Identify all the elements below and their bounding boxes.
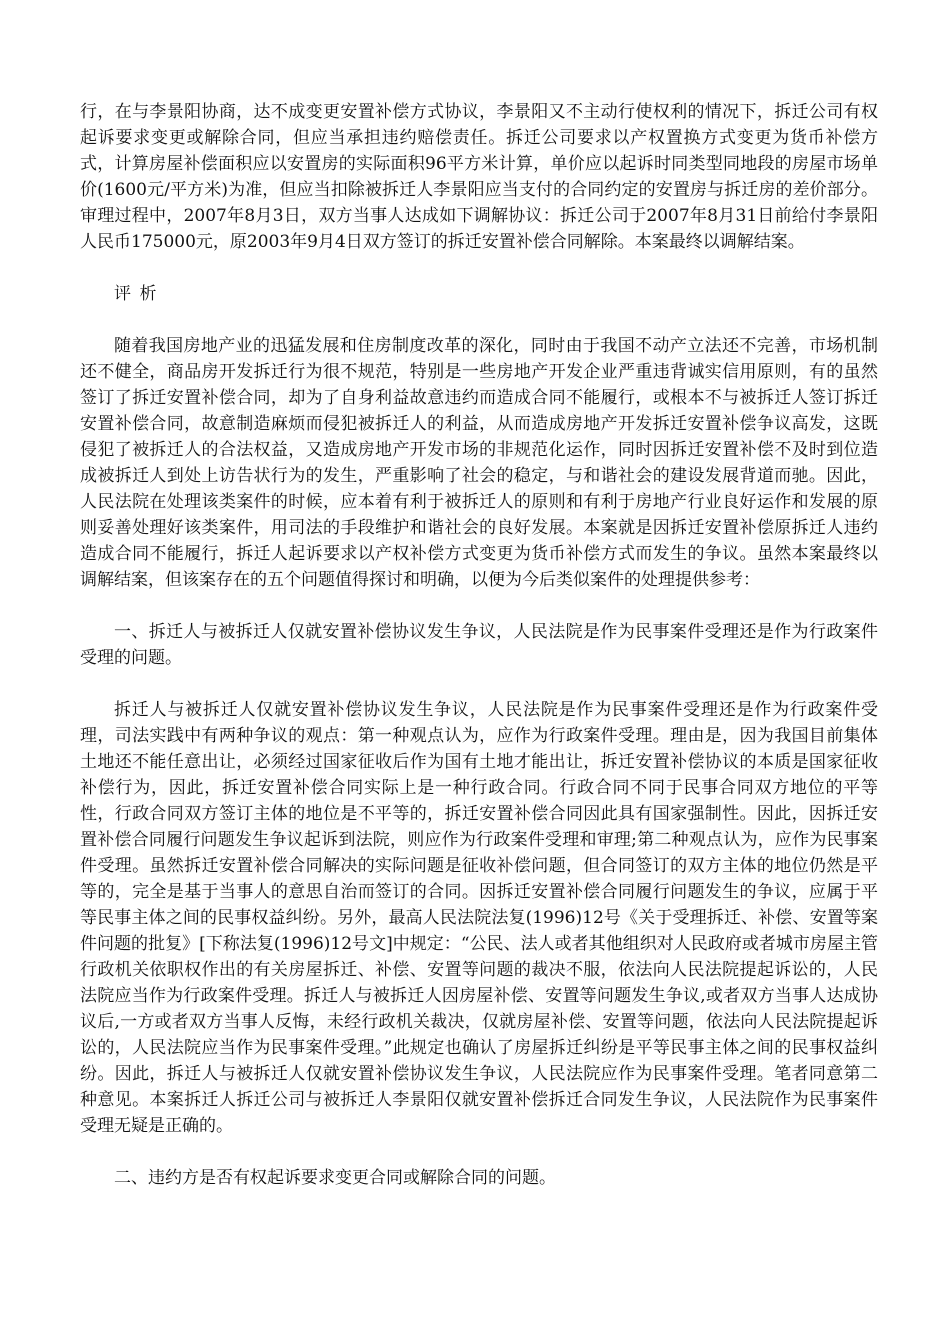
issue-one-heading: 一、拆迁人与被拆迁人仅就安置补偿协议发生争议，人民法院是作为民事案件受理还是作为行政案件受理的问题。	[80, 622, 878, 668]
analysis-heading: 评析	[114, 284, 165, 304]
document-page	[80, 99, 878, 1217]
issue-one-paragraph: 拆迁人与被拆迁人仅就安置补偿协议发生争议，人民法院是作为民事案件受理还是作为行政案件受理，司法实践中有两种争议的观点：第一种观点认为，应作为行政案件受理。理由是，因为我国目前集体土地还不能任意出让，必须经过国家征收后作为国有土地才能出让，拆迁安置补偿协议的本质是国家征收补偿行为，因此，拆迁安置补偿合同实际上是一种行政合同。行政合同不同于民事合同双方地位的平等性，行政合同双方签订主体的地位是不平等的，拆迁安置补偿合同因此具有国家强制性。因此，因拆迁安置补偿合同履行问题发生争议起诉到法院，则应作为行政案件受理和审理;第二种观点认为，应作为民事案件受理。虽然拆迁安置补偿合同解决的实际问题是征收补偿问题，但合同签订的双方主体的地位仍然是平等的，完全是基于当事人的意思自治而签订的合同。因拆迁安置补偿合同履行问题发生的争议，应属于平等民事主体之间的民事权益纠纷。另外，最高人民法院法复(1996)12号《关于受理拆迁、补偿、安置等案件问题的批复》[下称法复(1996)12号文]中规定：“公民、法人或者其他组织对人民政府或者城市房屋主管行政机关依职权作出的有关房屋拆迁、补偿、安置等问题的裁决不服，依法向人民法院提起诉讼的，人民法院应当作为行政案件受理。拆迁人与被拆迁人因房屋补偿、安置等问题发生争议,或者双方当事人达成协议后,一方或者双方当事人反悔，未经行政机关裁决，仅就房屋补偿、安置等问题，依法向人民法院提起诉讼的，人民法院应当作为民事案件受理。”此规定也确认了房屋拆迁纠纷是平等民事主体之间的民事权益纠纷。因此，拆迁人与被拆迁人仅就安置补偿协议发生争议，人民法院应作为民事案件受理。笔者同意第二种意见。本案拆迁人拆迁公司与被拆迁人李景阳仅就安置补偿拆迁合同发生争议，人民法院作为民事案件受理无疑是正确的。	[80, 700, 878, 1136]
analysis-paragraph: 随着我国房地产业的迅猛发展和住房制度改革的深化，同时由于我国不动产立法还不完善，市场机制还不健全，商品房开发拆迁行为很不规范，特别是一些房地产开发企业严重违背诚实信用原则，有的虽然签订了拆迁安置补偿合同，却为了自身利益故意违约而造成合同不能履行，或根本不与被拆迁人签订拆迁安置补偿合同，故意制造麻烦而侵犯被拆迁人的利益，从而造成房地产开发拆迁安置补偿争议高发，这既侵犯了被拆迁人的合法权益，又造成房地产开发市场的非规范化运作，同时因拆迁安置补偿不及时到位造成被拆迁人到处上访告状行为的发生，严重影响了社会的稳定，与和谐社会的建设发展背道而驰。因此，人民法院在处理该类案件的时候，应本着有利于被拆迁人的原则和有利于房地产行业良好运作和发展的原则妥善处理好该类案件，用司法的手段维护和谐社会的良好发展。本案就是因拆迁安置补偿原拆迁人违约造成合同不能履行，拆迁人起诉要求以产权补偿方式变更为货币补偿方式而发生的争议。虽然本案最终以调解结案，但该案存在的五个问题值得探讨和明确，以便为今后类似案件的处理提供参考：	[80, 336, 878, 590]
opening-paragraph: 行，在与李景阳协商，达不成变更安置补偿方式协议，李景阳又不主动行使权利的情况下，拆迁公司有权起诉要求变更或解除合同，但应当承担违约赔偿责任。拆迁公司要求以产权置换方式变更为货币补偿方式，计算房屋补偿面积应以安置房的实际面积96平方米计算，单价应以起诉时同类型同地段的房屋市场单价(1600元/平方米)为准，但应当扣除被拆迁人李景阳应当支付的合同约定的安置房与拆迁房的差价部分。审理过程中，2007年8月3日，双方当事人达成如下调解协议：拆迁公司于2007年8月31日前给付李景阳人民币175000元，原2003年9月4日双方签订的拆迁安置补偿合同解除。本案最终以调解结案。	[80, 102, 878, 252]
issue-two-heading: 二、违约方是否有权起诉要求变更合同或解除合同的问题。	[114, 1168, 556, 1188]
